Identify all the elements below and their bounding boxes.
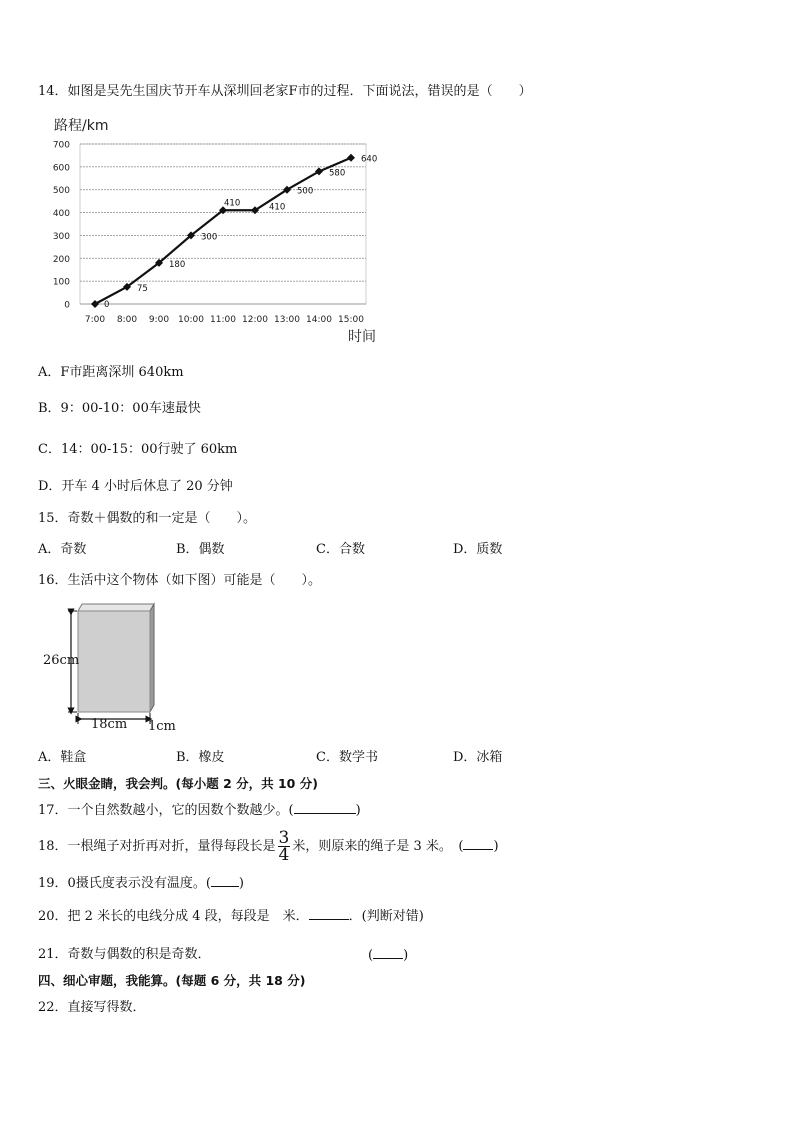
data-label: 580: [329, 168, 346, 179]
book-side-face: [150, 604, 154, 712]
y-tick-label: 300: [52, 231, 70, 242]
q19: 19．0摄氏度表示没有温度。( ): [38, 876, 244, 891]
q15-option-c: C．合数: [316, 542, 365, 557]
answer-blank-17[interactable]: [294, 801, 356, 814]
chart-xlabel: 时间: [348, 329, 376, 345]
x-tick-label: 7:00: [84, 315, 106, 325]
x-tick-label: 12:00: [242, 315, 268, 325]
q20: 20．把 2 米长的电线分成 4 段，每段是 米． ．(判断对错): [38, 909, 424, 924]
data-label: 75: [137, 283, 148, 294]
data-label: 410: [269, 202, 286, 213]
section-3-title: 三、火眼金睛，我会判。(每小题 2 分，共 10 分): [38, 776, 318, 791]
answer-blank-21[interactable]: [373, 946, 403, 959]
data-point: [91, 300, 99, 308]
q16-option-d: D．冰箱: [453, 750, 503, 765]
answer-blank-18[interactable]: [463, 837, 493, 850]
series-line: [95, 158, 351, 304]
q16-option-b: B．橡皮: [176, 750, 225, 765]
chart-ylabel: 路程/km: [54, 118, 109, 134]
q18: 18．一根绳子对折再对折，量得每段长是 $\frac{3}{4}$ 米，则原来的绳子是 3 米。 ( ): [38, 828, 499, 865]
data-label: 300: [201, 232, 218, 243]
plot-area: [80, 144, 366, 304]
q14-option-c: C．14：00-15：00行驶了 60km: [38, 442, 238, 457]
x-tick-label: 14:00: [306, 315, 332, 325]
distance-time-chart: [40, 112, 400, 348]
y-tick-label: 200: [52, 254, 70, 265]
section-4-title: 四、细心审题，我能算。(每题 6 分，共 18 分): [38, 973, 306, 988]
q14-option-a: A．F市距离深圳 640km: [38, 365, 184, 380]
q21-answer: ( ): [368, 948, 409, 963]
q17: 17．一个自然数越小，它的因数个数越少。( ): [38, 803, 361, 818]
x-tick-label: 15:00: [338, 315, 364, 325]
q15-option-d: D．质数: [453, 542, 503, 557]
y-tick-label: 700: [52, 140, 70, 151]
x-tick-label: 11:00: [210, 315, 236, 325]
book-figure: [40, 600, 190, 736]
book-top-face: [78, 604, 154, 611]
q16-stem: 16．生活中这个物体（如下图）可能是（ ）。: [38, 573, 322, 588]
q14-option-b: B．9：00-10：00车速最快: [38, 401, 201, 416]
answer-blank-19[interactable]: [211, 874, 239, 887]
x-tick-label: 8:00: [116, 315, 138, 325]
y-tick-label: 500: [52, 186, 70, 197]
q15-option-a: A．奇数: [38, 542, 87, 557]
book-front-face: [78, 611, 150, 712]
y-tick-label: 0: [64, 300, 70, 311]
q16-option-c: C．数学书: [316, 750, 378, 765]
data-point: [347, 154, 355, 162]
x-tick-label: 10:00: [178, 315, 204, 325]
book-height-label: 26cm: [43, 653, 80, 668]
y-tick-label: 100: [52, 277, 70, 288]
data-label: 500: [297, 186, 314, 197]
q22: 22．直接写得数．: [38, 1000, 146, 1015]
q21: 21．奇数与偶数的积是奇数．: [38, 947, 211, 962]
data-label: 0: [104, 300, 110, 310]
x-tick-label: 9:00: [148, 315, 170, 325]
q15-stem: 15．奇数＋偶数的和一定是（ ）。: [38, 511, 257, 526]
q14-option-d: D．开车 4 小时后休息了 20 分钟: [38, 479, 233, 494]
data-label: 410: [224, 198, 241, 209]
data-label: 180: [169, 259, 186, 270]
answer-blank-20[interactable]: [309, 907, 349, 920]
fraction-three-quarters: $\frac{3}{4}$: [278, 828, 290, 865]
data-label: 640: [361, 154, 378, 165]
book-depth-label: 1cm: [148, 719, 176, 734]
y-tick-label: 600: [52, 163, 70, 174]
book-width-label: 18cm: [91, 717, 128, 732]
q16-option-a: A．鞋盒: [38, 750, 87, 765]
x-tick-label: 13:00: [274, 315, 300, 325]
y-tick-label: 400: [52, 209, 70, 220]
q15-option-b: B．偶数: [176, 542, 225, 557]
q14-stem: 14．如图是吴先生国庆节开车从深圳回老家F市的过程．下面说法，错误的是（ ）: [38, 84, 532, 99]
